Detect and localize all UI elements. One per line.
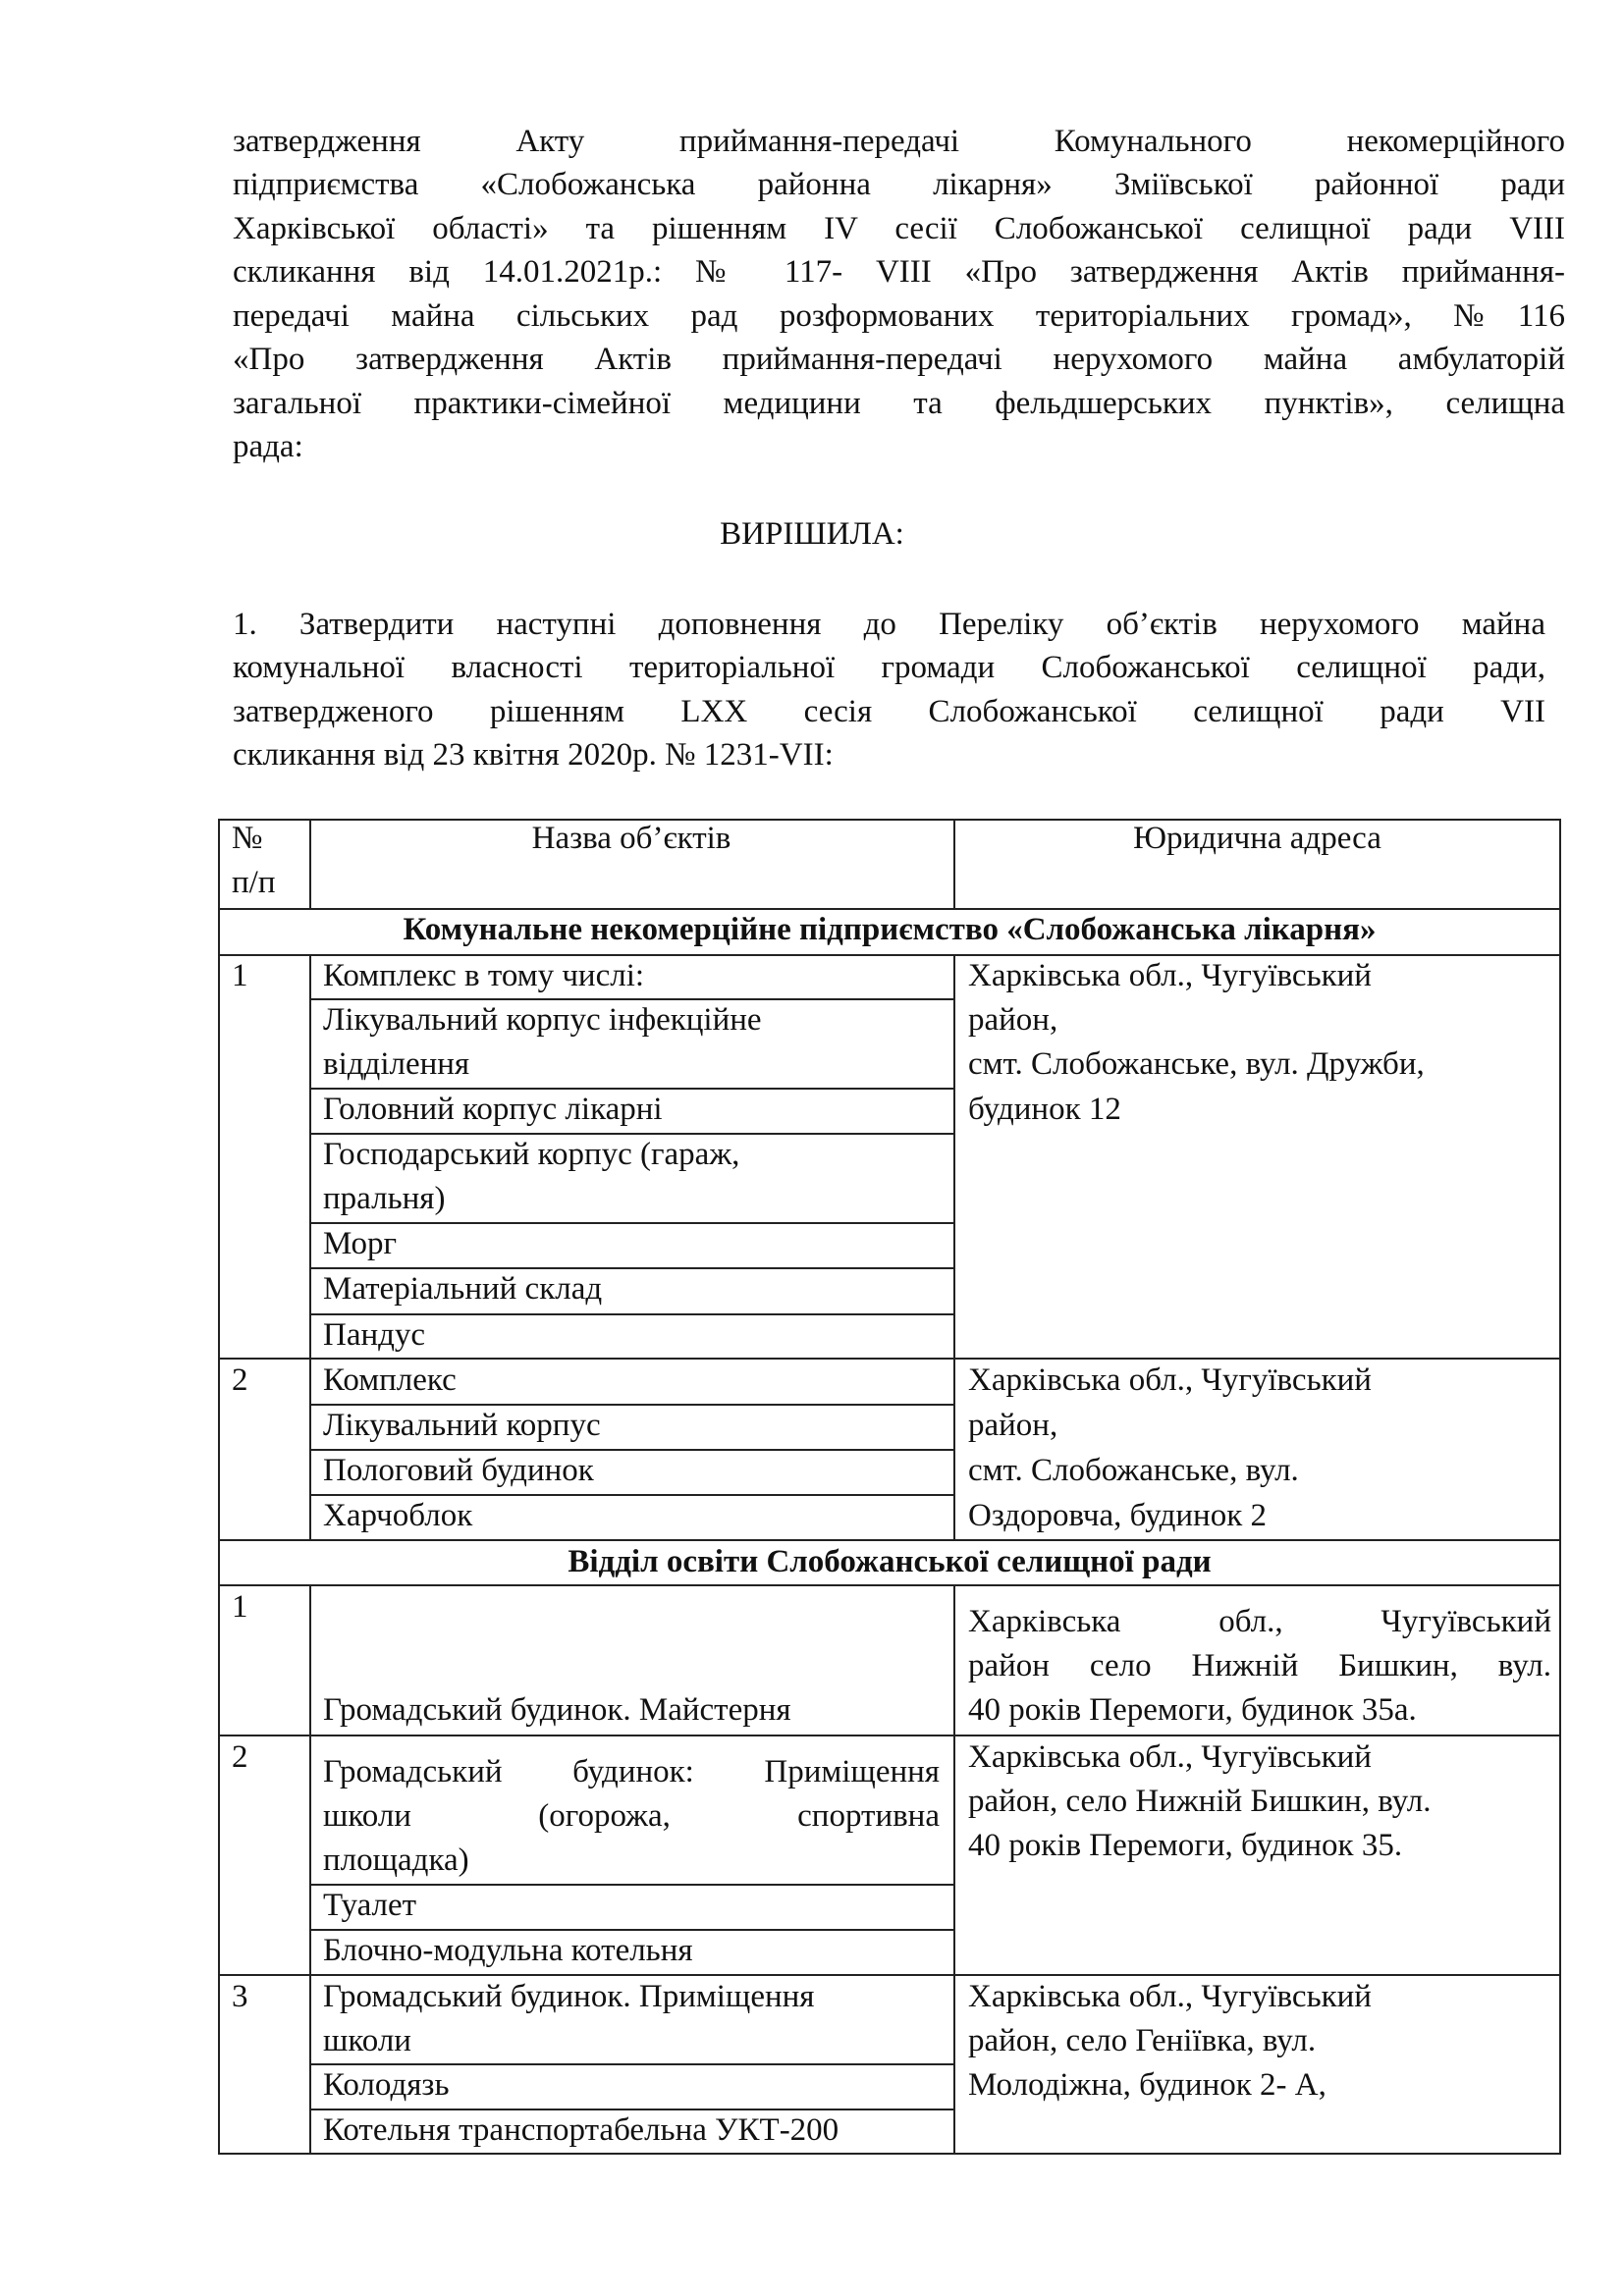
address-line: 40 років Перемоги, будинок 35а. (968, 1692, 1417, 1728)
address-line: 40 років Перемоги, будинок 35. (968, 1828, 1403, 1863)
intro-line: скликання від 14.01.2021р.: № 117- VIII «Про затвердження Актів приймання- (233, 254, 1565, 290)
object-name: Комплекс в тому числі: (323, 958, 645, 993)
intro-line: затвердження Акту приймання-передачі Комунального некомерційного (233, 124, 1565, 159)
address-line: район, село Геніївка, вул. (968, 2023, 1317, 2058)
section-title: Комунальне некомерційне підприємство «Слобожанська лікарня» (403, 912, 1377, 947)
table-border (1559, 819, 1561, 2155)
item-line: 1. Затвердити наступні доповнення до Переліку об’єктів нерухомого майна (233, 607, 1545, 642)
intro-line: загальної практики-сімейної медицини та фельдшерських пунктів», селищна (233, 386, 1565, 421)
object-name: Громадський будинок: Приміщення (323, 1754, 940, 1789)
header-number-line2: п/п (232, 865, 276, 900)
header-address: Юридична адреса (1133, 821, 1381, 856)
header-name: Назва об’єктів (531, 821, 731, 856)
address-line: Харківська обл., Чугуївський (968, 958, 1372, 993)
table-border (309, 1222, 953, 1224)
address-line: район, (968, 1002, 1058, 1038)
intro-line: підприємства «Слобожанська районна лікарня» Зміївської районної ради (233, 167, 1565, 202)
table-border (953, 1584, 955, 2155)
intro-line: Харківської області» та рішенням IV сесії Слобожанської селищної ради VIII (233, 211, 1565, 246)
address-line: смт. Слобожанське, вул. (968, 1453, 1299, 1488)
header-number-line1: № (232, 821, 263, 856)
address-line: Харківська обл., Чугуївський (968, 1739, 1372, 1775)
decision-heading: ВИРІШИЛА: (720, 516, 904, 552)
object-name: Пологовий будинок (323, 1453, 594, 1488)
intro-line: «Про затвердження Актів приймання-передачі нерухомого майна амбулаторій (233, 342, 1565, 377)
item-line: затвердженого рішенням LXX сесія Слобожанської селищної ради VII (233, 694, 1545, 729)
object-name: Господарський корпус (гараж, (323, 1137, 740, 1172)
section-title: Відділ освіти Слобожанської селищної ради (568, 1544, 1212, 1579)
address-line: район, (968, 1408, 1058, 1443)
table-border (218, 819, 220, 2155)
address-line: будинок 12 (968, 1092, 1121, 1127)
row-number: 1 (232, 958, 248, 993)
object-name: Комплекс (323, 1362, 457, 1398)
object-name: відділення (323, 1046, 470, 1082)
object-name: Морг (323, 1226, 398, 1261)
object-name: Колодязь (323, 2067, 450, 2103)
object-name: школи (огорожа, спортивна (323, 1798, 940, 1834)
object-name: Головний корпус лікарні (323, 1092, 663, 1127)
row-number: 3 (232, 1979, 248, 2014)
item-line: комунальної власності територіальної громади Слобожанської селищної ради, (233, 650, 1545, 685)
intro-line: рада: (233, 429, 303, 464)
object-name: Туалет (323, 1888, 417, 1923)
address-line: район село Нижній Бишкин, вул. (968, 1648, 1551, 1683)
row-number: 2 (232, 1362, 248, 1398)
table-border (218, 2153, 1561, 2155)
table-border (309, 1584, 311, 2155)
address-line: смт. Слобожанське, вул. Дружби, (968, 1046, 1425, 1082)
object-name: Пандус (323, 1317, 426, 1353)
object-name: Харчоблок (323, 1498, 473, 1533)
address-line: Харківська обл., Чугуївський (968, 1604, 1551, 1639)
intro-line: передачі майна сільських рад розформованих територіальних громад», №116 (233, 298, 1565, 334)
object-name: Котельня транспортабельна УКТ-200 (323, 2112, 839, 2148)
address-line: Оздоровча, будинок 2 (968, 1498, 1267, 1533)
object-name: Блочно-модульна котельня (323, 1933, 693, 1968)
object-name: Лікувальний корпус (323, 1408, 601, 1443)
address-line: Харківська обл., Чугуївський (968, 1979, 1372, 2014)
object-name: Матеріальний склад (323, 1271, 603, 1307)
row-number: 2 (232, 1739, 248, 1775)
object-name: Громадський будинок. Майстерня (323, 1692, 791, 1728)
address-line: Харківська обл., Чугуївський (968, 1362, 1372, 1398)
table-border (218, 1584, 1561, 1586)
table-border (953, 954, 955, 1539)
object-name: школи (323, 2023, 411, 2058)
row-number: 1 (232, 1589, 248, 1625)
object-name: Лікувальний корпус інфекційне (323, 1002, 762, 1038)
address-line: Молодіжна, будинок 2- А, (968, 2067, 1326, 2103)
address-line: район, село Нижній Бишкин, вул. (968, 1784, 1432, 1819)
object-name: пральня) (323, 1181, 446, 1216)
object-name: Громадський будинок. Приміщення (323, 1979, 815, 2014)
item-line: скликання від 23 квітня 2020р. № 1231-VII: (233, 737, 834, 773)
table-border (309, 954, 311, 1539)
object-name: площадка) (323, 1842, 469, 1878)
